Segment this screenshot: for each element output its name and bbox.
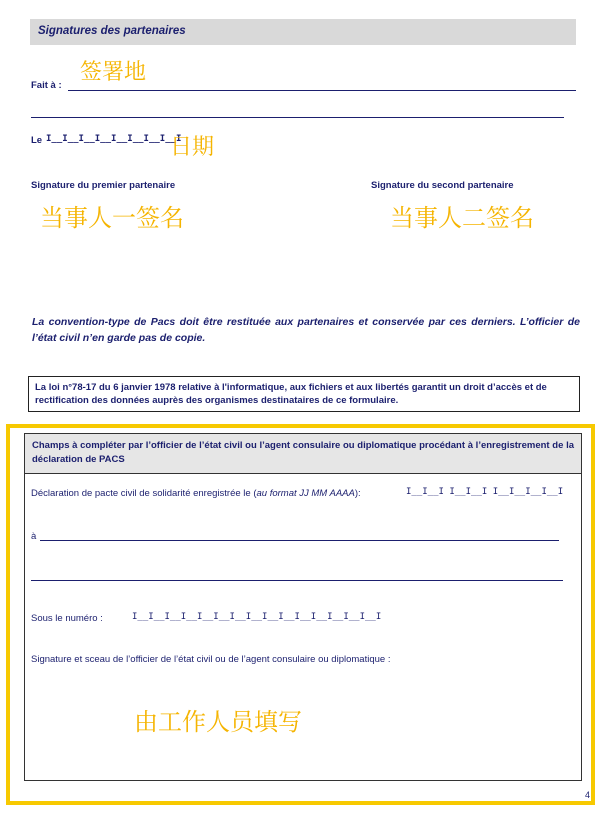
declaration-line bbox=[31, 488, 361, 499]
fait-line[interactable] bbox=[68, 90, 576, 91]
sig1-annotation: 当事人一签名 bbox=[40, 204, 184, 232]
numero-boxes[interactable]: I__I__I__I__I__I__I__I__I__I__I__I__I__I__I__I bbox=[132, 612, 382, 622]
fait-label: Fait à : bbox=[31, 80, 62, 91]
declaration-label: Déclaration de pacte civil de solidarité enregistrée le ( bbox=[31, 488, 257, 499]
declaration-suffix: ): bbox=[354, 488, 361, 499]
sig2-label: Signature du second partenaire bbox=[371, 180, 514, 191]
restitution-note: La convention-type de Pacs doit être restituée aux partenaires et conservée par ces derniers. L’officier de l’état civil n’en garde pas de copie. bbox=[32, 316, 580, 344]
page-number: 4 bbox=[584, 790, 590, 800]
officer-header: Champs à compléter par l’officier de l’état civil ou l’agent consulaire ou diplomatique procédant à l’enregistrement de la déclaration de PACS bbox=[25, 434, 581, 474]
cnil-notice: La loi n°78-17 du 6 janvier 1978 relative à l'informatique, aux fichiers et aux libertés garantit un droit d’accès et de rectification des données auprès des organismes destinataires de ce formulaire. bbox=[28, 376, 580, 412]
officer-signature-label: Signature et sceau de l’officier de l’état civil ou de l’agent consulaire ou diplomatique : bbox=[31, 654, 391, 665]
date-annotation: 日期 bbox=[170, 135, 215, 160]
fait-annotation: 签署地 bbox=[80, 60, 147, 85]
numero-label: Sous le numéro : bbox=[31, 613, 103, 624]
a-label: à bbox=[31, 531, 37, 542]
staff-annotation: 由工作人员填写 bbox=[134, 708, 302, 736]
date-format: au format JJ MM AAAA bbox=[256, 488, 355, 499]
date-boxes[interactable]: I__I__I__I__I__I__I__I__I bbox=[46, 134, 182, 144]
date-label: Le bbox=[31, 135, 43, 146]
section-title: Signatures des partenaires bbox=[30, 19, 576, 45]
declaration-boxes[interactable]: I__I__I I__I__I I__I__I__I__I bbox=[406, 487, 564, 497]
a-line-2[interactable] bbox=[31, 580, 563, 581]
officer-section bbox=[24, 433, 582, 781]
a-line[interactable] bbox=[40, 540, 559, 541]
sig2-annotation: 当事人二签名 bbox=[390, 204, 534, 232]
fait-line-2[interactable] bbox=[31, 117, 564, 118]
sig1-label: Signature du premier partenaire bbox=[31, 180, 176, 191]
